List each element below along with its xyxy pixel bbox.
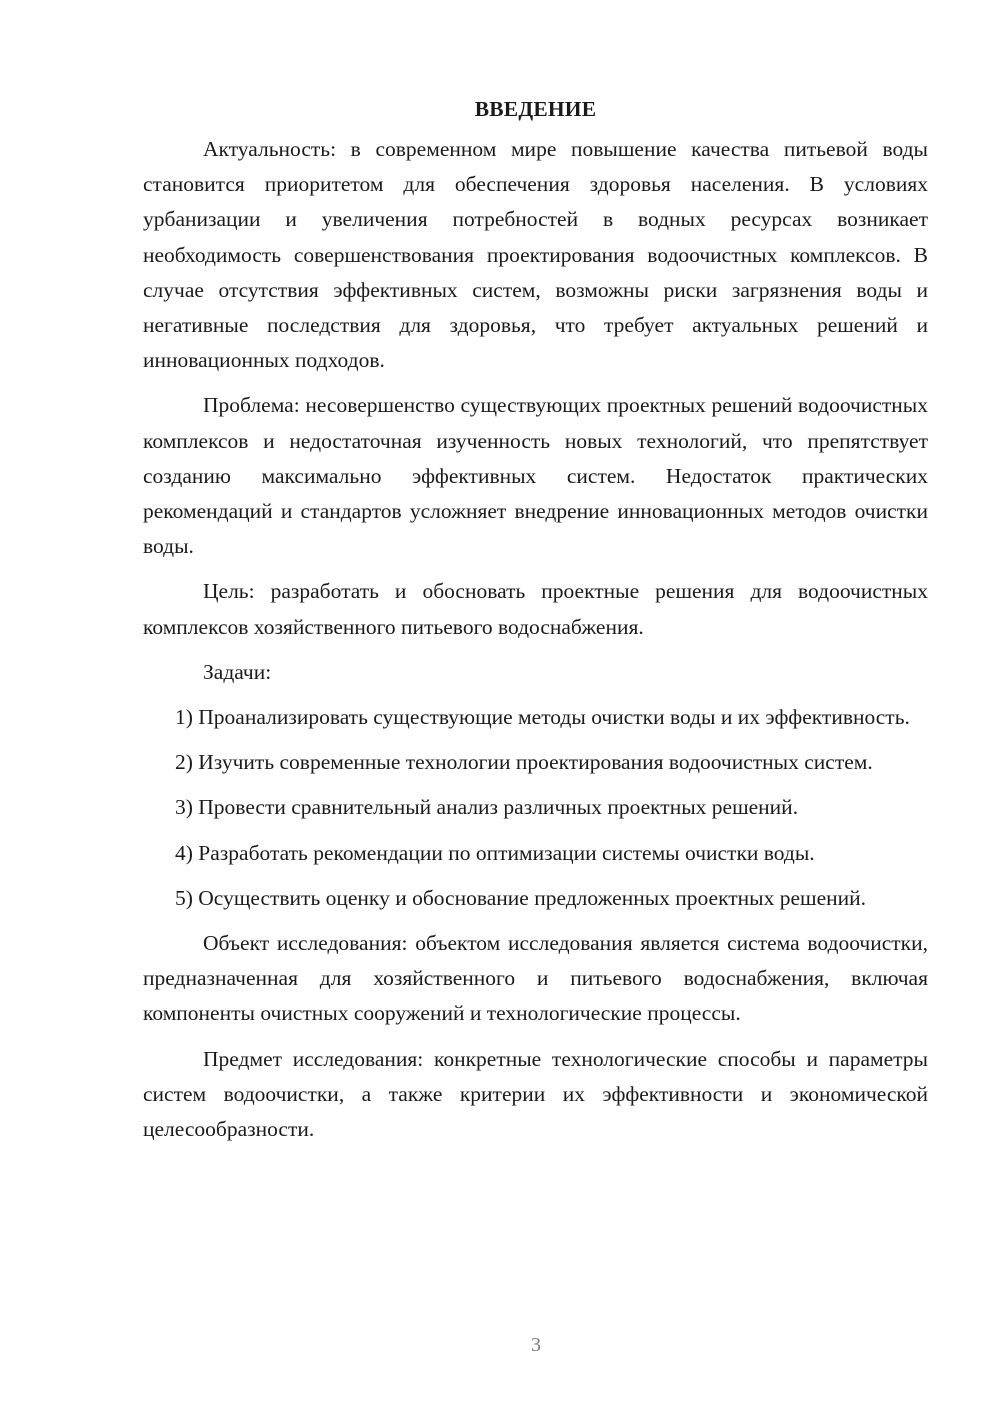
task-item-4: 4) Разработать рекомендации по оптимизации системы очистки воды. bbox=[175, 840, 815, 865]
task-item-2: 2) Изучить современные технологии проектирования водоочистных систем. bbox=[175, 750, 873, 775]
relevance-paragraph: Актуальность: в современном мире повышение качества питьевой воды становится приоритетом для обеспечения здоровья населения. В условиях урбанизации и увеличения потребностей в водных ресурсах возникает необходимость совершенствования проектирования водоочистных комплексов. В случае отсутствия эффективных систем, возможны риски загрязнения воды и негативные последствия для здоровья, что требует актуальных решений и инновационных подходов. bbox=[143, 137, 928, 373]
task-item-5: 5) Осуществить оценку и обоснование предложенных проектных решений. bbox=[175, 885, 867, 910]
object-paragraph: Объект исследования: объектом исследования является система водоочистки, предназначенная для хозяйственного и питьевого водоснабжения, включая компоненты очистных сооружений и технологические процессы. bbox=[143, 931, 928, 1026]
page-content bbox=[143, 92, 928, 1147]
task-item-3: 3) Провести сравнительный анализ различных проектных решений. bbox=[175, 795, 799, 820]
goal-paragraph: Цель: разработать и обосновать проектные решения для водоочистных комплексов хозяйственного питьевого водоснабжения. bbox=[143, 579, 928, 639]
section-title: ВВЕДЕНИЕ bbox=[474, 97, 597, 121]
problem-paragraph: Проблема: несовершенство существующих проектных решений водоочистных комплексов и недостаточная изученность новых технологий, что препятствует созданию максимально эффективных систем. Недостаток практических рекомендаций и стандартов усложняет внедрение инновационных методов очистки воды. bbox=[143, 393, 928, 559]
task-item-1: 1) Проанализировать существующие методы очистки воды и их эффективность. bbox=[175, 705, 910, 730]
tasks-heading: Задачи: bbox=[203, 659, 272, 684]
page-number: 3 bbox=[531, 1334, 541, 1356]
subject-paragraph: Предмет исследования: конкретные технологические способы и параметры систем водоочистки, а также критерии их эффективности и экономической целесообразности. bbox=[143, 1046, 928, 1142]
